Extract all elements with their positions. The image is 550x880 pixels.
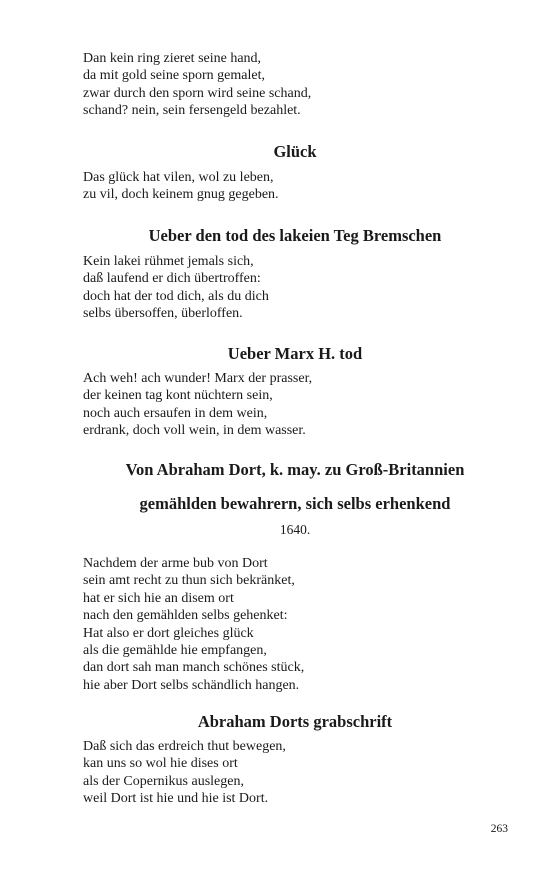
page-number: 263 [490, 823, 508, 835]
verse-line: schand? nein, sein fersengeld bezahlet. [83, 103, 301, 119]
verse-line: hie aber Dort selbs schändlich hangen. [83, 677, 300, 693]
verse-line: Nachdem der arme bub von Dort [83, 556, 268, 571]
verse-line: kan uns so wol hie dises ort [83, 756, 238, 772]
verse-line: Das glück hat vilen, wol zu leben, [83, 170, 274, 185]
verse-line: noch auch ersaufen in dem wein, [83, 405, 268, 421]
poem-stanza-continuation [83, 50, 311, 120]
verse-line: da mit gold seine sporn gemalet, [83, 68, 265, 84]
verse-line: Kein lakei rühmet jemals sich, [83, 254, 254, 269]
verse-line: der keinen tag kont nüchtern sein, [83, 388, 273, 404]
verse-line: doch hat der tod dich, als du dich [83, 288, 269, 304]
poem-stanza-glueck [83, 169, 279, 204]
verse-line: Daß sich das erdreich thut bewegen, [83, 739, 286, 754]
poem-title-dort-line-2: gemählden bewahrern, sich selbs erhenkend [139, 494, 451, 513]
poem-stanza-marx [83, 370, 312, 440]
poem-stanza-bremschen [83, 253, 269, 323]
poem-stanza-dort [83, 555, 304, 694]
poem-title-dort-line-1: Von Abraham Dort, k. may. zu Groß-Britannien [125, 460, 465, 479]
verse-line: Hat also er dort gleiches glück [83, 625, 254, 641]
verse-line: als der Copernikus auslegen, [83, 773, 244, 789]
poem-title-bremschen: Ueber den tod des lakeien Teg Bremschen [148, 226, 442, 245]
poem-title-grabschrift: Abraham Dorts grabschrift [197, 712, 393, 731]
verse-line: Dan kein ring zieret seine hand, [83, 51, 262, 66]
poem-title-marx: Ueber Marx H. tod [227, 344, 363, 363]
verse-line: dan dort sah man manch schönes stück, [83, 660, 305, 676]
verse-line: daß laufend er dich übertroffen: [83, 271, 261, 287]
poem-stanza-grabschrift [83, 738, 286, 808]
verse-line: erdrank, doch voll wein, in dem wasser. [83, 423, 306, 439]
verse-line: sein amt recht zu thun sich bekränket, [83, 573, 295, 589]
poem-title-glueck: Glück [273, 142, 317, 161]
verse-line: weil Dort ist hie und hie ist Dort. [83, 791, 269, 807]
poem-date: 1640. [279, 522, 311, 537]
verse-line: zwar durch den sporn wird seine schand, [83, 85, 312, 101]
verse-line: zu vil, doch keinem gnug gegeben. [83, 187, 279, 203]
verse-line: selbs übersoffen, überloffen. [83, 306, 243, 322]
verse-line: nach den gemählden selbs gehenket: [83, 608, 288, 624]
verse-line: als die gemählde hie empfangen, [83, 643, 267, 659]
verse-line: Ach weh! ach wunder! Marx der prasser, [83, 371, 313, 386]
verse-line: hat er sich hie an disem ort [83, 590, 234, 606]
